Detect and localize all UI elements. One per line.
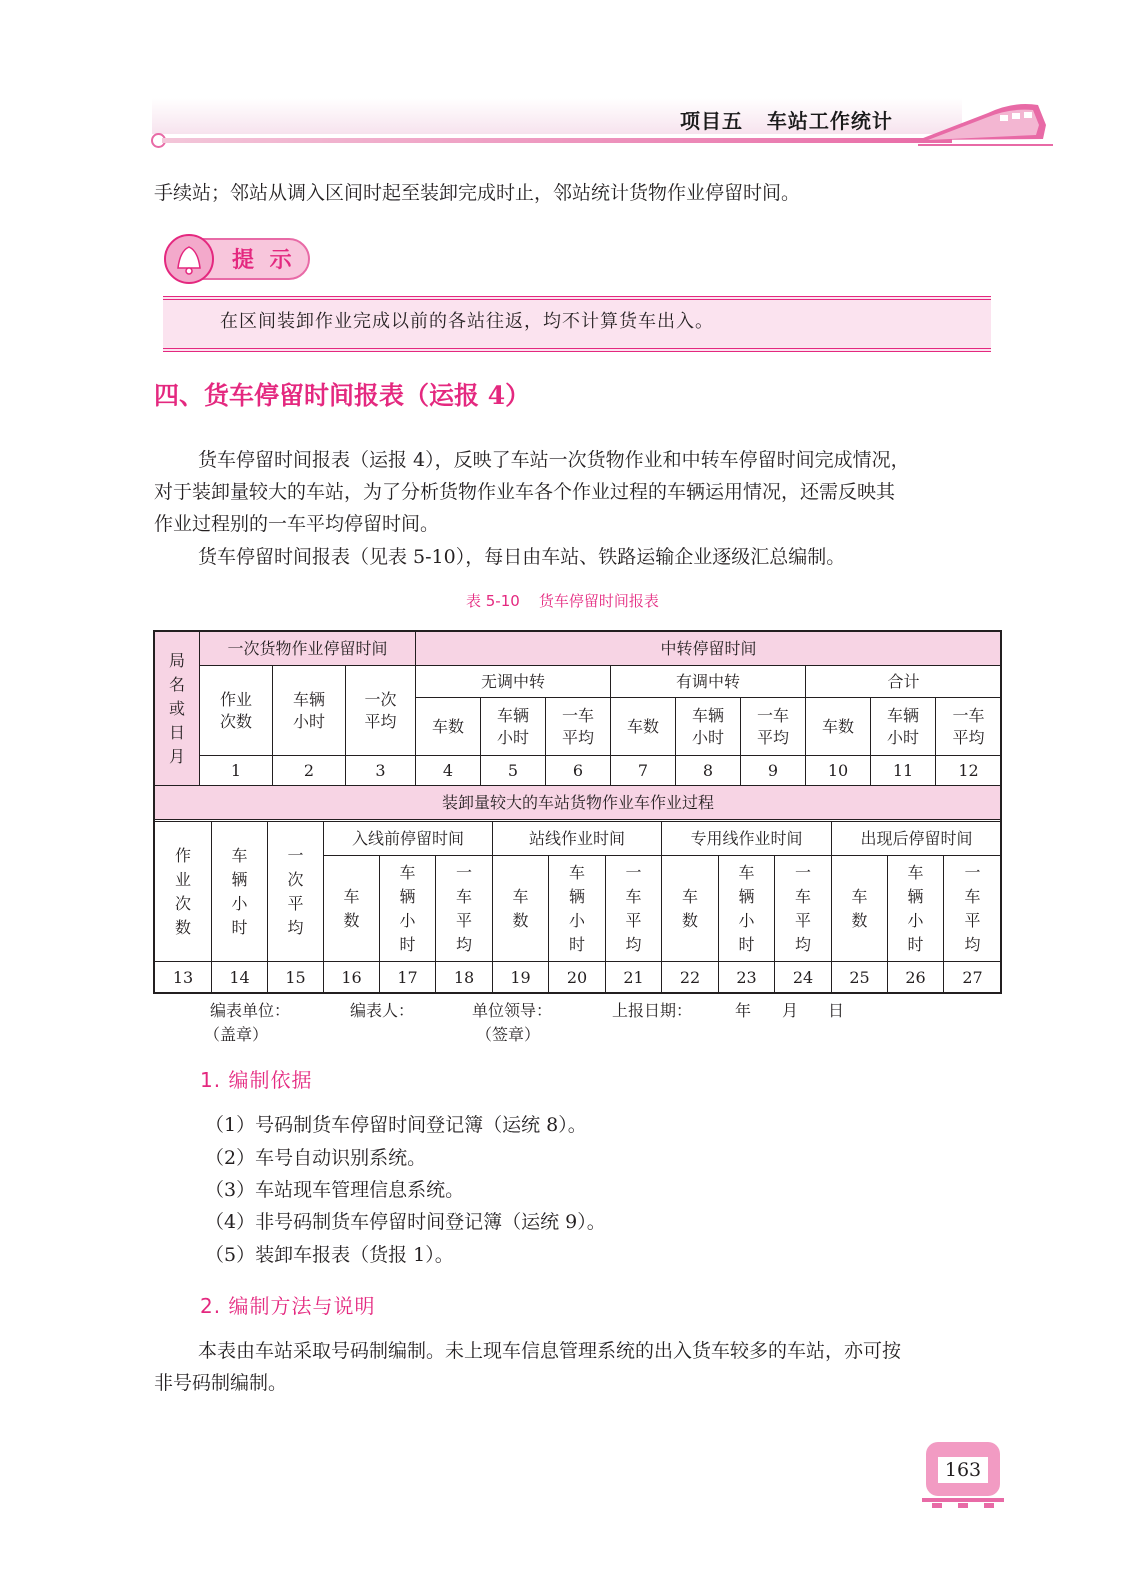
column-header: 一车平均 — [741, 698, 806, 756]
column-number: 2 — [273, 756, 346, 786]
column-header: 一车平均 — [936, 698, 1002, 756]
column-header: 车数 — [324, 856, 380, 962]
column-number: 22 — [662, 962, 719, 994]
column-number: 6 — [546, 756, 611, 786]
subsection-title: 1. 编制依据 — [200, 1068, 313, 1092]
column-header: 车辆小时 — [888, 856, 944, 962]
column-number: 14 — [212, 962, 268, 994]
column-number: 16 — [324, 962, 380, 994]
table-caption: 表 5-10 货车停留时间报表 — [466, 592, 659, 610]
footer-unit: 编表单位： — [210, 1001, 291, 1020]
list-item: （1）号码制货车停留时间登记簿（运统 8）。 — [205, 1114, 587, 1136]
footer-day: 日 — [828, 1001, 845, 1020]
column-header: 车辆小时 — [549, 856, 606, 962]
sub-group-header: 合计 — [806, 666, 1002, 698]
stay-time-table-top — [154, 631, 1002, 820]
footer-month: 月 — [782, 1001, 799, 1020]
group-header: 专用线作业时间 — [662, 822, 832, 856]
column-number: 21 — [606, 962, 662, 994]
tip-label: 提 示 — [232, 248, 296, 273]
column-number: 13 — [155, 962, 212, 994]
column-number: 9 — [741, 756, 806, 786]
column-header: 作业次数 — [200, 666, 273, 756]
column-header: 作业次数 — [155, 822, 212, 962]
column-number: 1 — [200, 756, 273, 786]
column-number: 19 — [493, 962, 549, 994]
paragraph-line: 作业过程别的一车平均停留时间。 — [154, 513, 440, 535]
column-header: 车辆小时 — [481, 698, 546, 756]
footer-year: 年 — [735, 1001, 752, 1020]
column-number: 27 — [944, 962, 1002, 994]
column-number: 11 — [871, 756, 936, 786]
footer-seal: （盖章） — [204, 1025, 269, 1044]
stay-time-table-bottom — [154, 821, 1002, 994]
list-item: （3）车站现车管理信息系统。 — [205, 1179, 465, 1201]
column-header: 一车平均 — [546, 698, 611, 756]
group-header: 中转停留时间 — [416, 632, 1002, 666]
footer-maker: 编表人： — [350, 1001, 415, 1020]
column-header: 车辆小时 — [719, 856, 775, 962]
row-header-cell: 局名或日月 — [155, 632, 200, 786]
column-header: 车数 — [662, 856, 719, 962]
column-header: 车数 — [806, 698, 871, 756]
group-header: 一次货物作业停留时间 — [200, 632, 416, 666]
footer-sign: （签章） — [476, 1025, 541, 1044]
sub-group-header: 无调中转 — [416, 666, 611, 698]
footer-date: 上报日期： — [612, 1001, 693, 1020]
header-rule — [162, 138, 952, 143]
column-number: 25 — [832, 962, 888, 994]
column-number: 17 — [380, 962, 436, 994]
paragraph-line: 非号码制编制。 — [154, 1372, 288, 1394]
column-header: 车辆小时 — [380, 856, 436, 962]
paragraph-line: 对于装卸量较大的车站，为了分析货物作业车各个作业过程的车辆运用情况，还需反映其 — [154, 481, 896, 503]
column-number: 12 — [936, 756, 1002, 786]
subsection-title: 2. 编制方法与说明 — [200, 1294, 376, 1318]
group-header: 入线前停留时间 — [324, 822, 493, 856]
list-item: （4）非号码制货车停留时间登记簿（运统 9）。 — [205, 1211, 606, 1233]
column-header: 车辆小时 — [212, 822, 268, 962]
list-item: （2）车号自动识别系统。 — [205, 1147, 427, 1169]
group-header: 出现后停留时间 — [832, 822, 1002, 856]
footer-leader: 单位领导： — [472, 1001, 553, 1020]
column-number: 15 — [268, 962, 324, 994]
tip-text: 在区间装卸作业完成以前的各站往返，均不计算货车出入。 — [220, 311, 714, 332]
column-number: 3 — [346, 756, 416, 786]
column-header: 一车平均 — [944, 856, 1002, 962]
paragraph-line: 本表由车站采取号码制编制。未上现车信息管理系统的出入货车较多的车站，亦可按 — [198, 1340, 902, 1362]
column-number: 8 — [676, 756, 741, 786]
process-banner: 装卸量较大的车站货物作业车作业过程 — [155, 786, 1002, 820]
column-number: 10 — [806, 756, 871, 786]
column-header: 车辆小时 — [871, 698, 936, 756]
chapter-title: 项目五 车站工作统计 — [680, 109, 893, 133]
train-icon — [918, 95, 1053, 155]
column-header: 一车平均 — [775, 856, 832, 962]
intro-paragraph: 手续站；邻站从调入区间时起至装卸完成时止，邻站统计货物作业停留时间。 — [154, 182, 801, 204]
column-header: 一车平均 — [606, 856, 662, 962]
column-header: 车辆小时 — [273, 666, 346, 756]
column-header: 一次平均 — [268, 822, 324, 962]
column-header: 车数 — [611, 698, 676, 756]
section-title: 四、货车停留时间报表（运报 4） — [154, 381, 531, 410]
list-item: （5）装卸车报表（货报 1）。 — [205, 1244, 454, 1266]
paragraph-line: 货车停留时间报表（见表 5-10），每日由车站、铁路运输企业逐级汇总编制。 — [198, 546, 846, 568]
column-number: 7 — [611, 756, 676, 786]
column-number: 23 — [719, 962, 775, 994]
column-header: 车辆小时 — [676, 698, 741, 756]
sub-group-header: 有调中转 — [611, 666, 806, 698]
column-number: 20 — [549, 962, 606, 994]
column-header: 车数 — [416, 698, 481, 756]
column-number: 18 — [436, 962, 493, 994]
column-number: 4 — [416, 756, 481, 786]
column-header: 一次平均 — [346, 666, 416, 756]
page-number: 163 — [938, 1457, 988, 1483]
column-number: 24 — [775, 962, 832, 994]
column-number: 26 — [888, 962, 944, 994]
group-header: 站线作业时间 — [493, 822, 662, 856]
column-number: 5 — [481, 756, 546, 786]
column-header: 车数 — [493, 856, 549, 962]
column-header: 车数 — [832, 856, 888, 962]
paragraph-line: 货车停留时间报表（运报 4），反映了车站一次货物作业和中转车停留时间完成情况， — [198, 449, 910, 471]
column-header: 一车平均 — [436, 856, 493, 962]
